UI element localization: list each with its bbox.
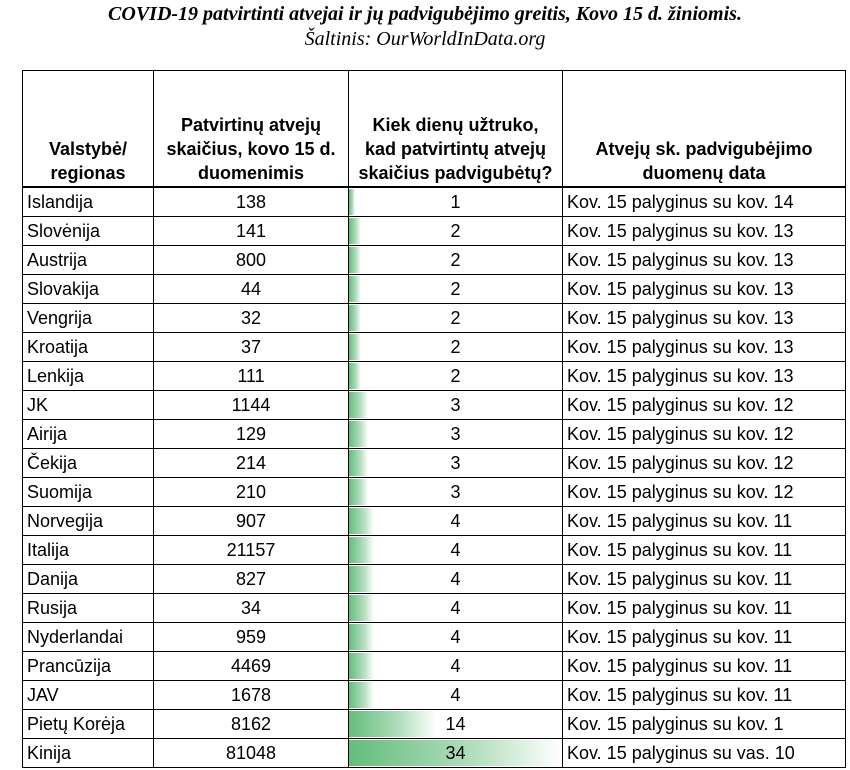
days-data-bar — [349, 624, 374, 650]
days-cell — [349, 507, 563, 536]
days-data-bar — [349, 566, 374, 592]
table-row — [23, 217, 846, 246]
period-cell: Kov. 15 palyginus su kov. 12 — [563, 478, 846, 507]
days-cell — [349, 681, 563, 710]
header-country-line2: regionas — [50, 163, 126, 183]
days-cell — [349, 536, 563, 565]
days-data-bar — [349, 276, 361, 302]
days-data-bar — [349, 682, 374, 708]
table-row — [23, 420, 846, 449]
header-cases-line3: duomenimis — [197, 163, 304, 183]
period-cell: Kov. 15 palyginus su kov. 11 — [563, 652, 846, 681]
period-cell: Kov. 15 palyginus su kov. 11 — [563, 565, 846, 594]
period-cell: Kov. 15 palyginus su kov. 1 — [563, 710, 846, 739]
days-cell — [349, 362, 563, 391]
days-data-bar — [349, 392, 368, 418]
table-row — [23, 275, 846, 304]
days-data-bar — [349, 247, 361, 273]
cases-cell: 32 — [154, 304, 349, 333]
table-row — [23, 478, 846, 507]
days-cell — [349, 187, 563, 217]
cases-cell: 210 — [154, 478, 349, 507]
period-cell: Kov. 15 palyginus su kov. 12 — [563, 420, 846, 449]
days-value: 3 — [450, 482, 461, 502]
table-row — [23, 652, 846, 681]
table-row — [23, 187, 846, 217]
country-cell: Pietų Korėja — [23, 710, 154, 739]
days-value: 4 — [450, 627, 461, 647]
header-row — [23, 71, 846, 188]
days-data-bar — [349, 711, 436, 737]
days-value: 2 — [450, 308, 461, 328]
header-days-line2: kad patvirtintų atvejų — [364, 139, 547, 159]
cases-cell: 21157 — [154, 536, 349, 565]
country-cell: Čekija — [23, 449, 154, 478]
days-cell — [349, 304, 563, 333]
country-cell: Airija — [23, 420, 154, 449]
days-cell — [349, 623, 563, 652]
header-days — [349, 71, 563, 188]
days-data-bar — [349, 508, 374, 534]
days-value: 2 — [450, 250, 461, 270]
period-cell: Kov. 15 palyginus su kov. 12 — [563, 449, 846, 478]
period-cell: Kov. 15 palyginus su kov. 11 — [563, 623, 846, 652]
period-cell: Kov. 15 palyginus su kov. 11 — [563, 507, 846, 536]
period-cell: Kov. 15 palyginus su kov. 13 — [563, 362, 846, 391]
days-value: 4 — [450, 569, 461, 589]
days-data-bar — [349, 218, 361, 244]
table-row — [23, 739, 846, 768]
cases-cell: 800 — [154, 246, 349, 275]
header-cases-line1: Patvirtinų atvejų — [180, 115, 322, 135]
country-cell: Norvegija — [23, 507, 154, 536]
country-cell: Prancūzija — [23, 652, 154, 681]
table-row — [23, 507, 846, 536]
period-cell: Kov. 15 palyginus su kov. 13 — [563, 275, 846, 304]
header-period-line2: duomenų data — [642, 163, 766, 183]
days-value: 2 — [450, 337, 461, 357]
period-cell: Kov. 15 palyginus su kov. 12 — [563, 391, 846, 420]
cases-cell: 111 — [154, 362, 349, 391]
country-cell: Nyderlandai — [23, 623, 154, 652]
days-value: 3 — [450, 424, 461, 444]
table-header — [23, 71, 846, 188]
days-value: 4 — [450, 540, 461, 560]
doubling-rate-table — [22, 70, 846, 768]
country-cell: Kinija — [23, 739, 154, 768]
cases-cell: 959 — [154, 623, 349, 652]
days-cell — [349, 739, 563, 768]
days-cell — [349, 478, 563, 507]
days-data-bar — [349, 305, 361, 331]
days-value: 4 — [450, 598, 461, 618]
header-country-line1: Valstybė/ — [48, 139, 128, 159]
country-cell: Rusija — [23, 594, 154, 623]
days-cell — [349, 275, 563, 304]
cases-cell: 4469 — [154, 652, 349, 681]
days-value: 14 — [445, 714, 466, 734]
table-row — [23, 565, 846, 594]
table-row — [23, 362, 846, 391]
country-cell: Austrija — [23, 246, 154, 275]
cases-cell: 907 — [154, 507, 349, 536]
days-value: 2 — [450, 366, 461, 386]
cases-cell: 138 — [154, 187, 349, 217]
days-value: 1 — [450, 192, 461, 212]
period-cell: Kov. 15 palyginus su kov. 11 — [563, 594, 846, 623]
days-data-bar — [349, 450, 368, 476]
source-subtitle: Šaltinis: OurWorldInData.org — [304, 28, 546, 50]
table-row — [23, 449, 846, 478]
cases-cell: 44 — [154, 275, 349, 304]
days-cell — [349, 449, 563, 478]
days-cell — [349, 420, 563, 449]
days-cell — [349, 652, 563, 681]
days-value: 34 — [445, 743, 466, 763]
days-value: 2 — [450, 279, 461, 299]
days-value: 3 — [450, 453, 461, 473]
cases-cell: 141 — [154, 217, 349, 246]
table-row — [23, 536, 846, 565]
period-cell: Kov. 15 palyginus su kov. 14 — [563, 187, 846, 217]
header-cases — [154, 71, 349, 188]
days-data-bar — [349, 363, 361, 389]
country-cell: Kroatija — [23, 333, 154, 362]
days-data-bar — [349, 537, 374, 563]
period-cell: Kov. 15 palyginus su kov. 11 — [563, 681, 846, 710]
table-row — [23, 391, 846, 420]
header-country — [23, 71, 154, 188]
days-value: 4 — [450, 656, 461, 676]
page-title: COVID-19 patvirtinti atvejai ir jų padvigubėjimo greitis, Kovo 15 d. žiniomis. — [108, 3, 742, 25]
cases-cell: 81048 — [154, 739, 349, 768]
country-cell: Italija — [23, 536, 154, 565]
days-cell — [349, 246, 563, 275]
cases-cell: 129 — [154, 420, 349, 449]
period-cell: Kov. 15 palyginus su vas. 10 — [563, 739, 846, 768]
country-cell: Lenkija — [23, 362, 154, 391]
table-row — [23, 710, 846, 739]
table-row — [23, 333, 846, 362]
country-cell: JAV — [23, 681, 154, 710]
country-cell: JK — [23, 391, 154, 420]
days-cell — [349, 217, 563, 246]
period-cell: Kov. 15 palyginus su kov. 13 — [563, 304, 846, 333]
cases-cell: 37 — [154, 333, 349, 362]
cases-cell: 34 — [154, 594, 349, 623]
country-cell: Vengrija — [23, 304, 154, 333]
header-days-line1: Kiek dienų užtruko, — [372, 115, 539, 135]
period-cell: Kov. 15 palyginus su kov. 13 — [563, 246, 846, 275]
table-row — [23, 681, 846, 710]
days-cell — [349, 710, 563, 739]
table-row — [23, 304, 846, 333]
cases-cell: 827 — [154, 565, 349, 594]
country-cell: Danija — [23, 565, 154, 594]
cases-cell: 1678 — [154, 681, 349, 710]
period-cell: Kov. 15 palyginus su kov. 13 — [563, 333, 846, 362]
table-body — [23, 187, 846, 768]
period-cell: Kov. 15 palyginus su kov. 13 — [563, 217, 846, 246]
days-value: 4 — [450, 511, 461, 531]
days-data-bar — [349, 479, 368, 505]
country-cell: Slovakija — [23, 275, 154, 304]
days-data-bar — [349, 189, 355, 215]
period-cell: Kov. 15 palyginus su kov. 11 — [563, 536, 846, 565]
cases-cell: 214 — [154, 449, 349, 478]
country-cell: Suomija — [23, 478, 154, 507]
cases-cell: 1144 — [154, 391, 349, 420]
days-data-bar — [349, 334, 361, 360]
days-value: 2 — [450, 221, 461, 241]
cases-cell: 8162 — [154, 710, 349, 739]
table-row — [23, 623, 846, 652]
header-period-line1: Atvejų sk. padvigubėjimo — [595, 139, 813, 159]
header-cases-line2: skaičius, kovo 15 d. — [166, 139, 336, 159]
table-row — [23, 594, 846, 623]
table-row — [23, 246, 846, 275]
days-value: 3 — [450, 395, 461, 415]
country-cell: Islandija — [23, 187, 154, 217]
days-data-bar — [349, 653, 374, 679]
days-cell — [349, 565, 563, 594]
days-cell — [349, 333, 563, 362]
days-cell — [349, 594, 563, 623]
days-value: 4 — [450, 685, 461, 705]
days-data-bar — [349, 421, 368, 447]
days-cell — [349, 391, 563, 420]
days-data-bar — [349, 595, 374, 621]
header-days-line3: skaičius padvigubėtų? — [358, 163, 553, 183]
country-cell: Slovėnija — [23, 217, 154, 246]
header-period — [563, 71, 846, 188]
